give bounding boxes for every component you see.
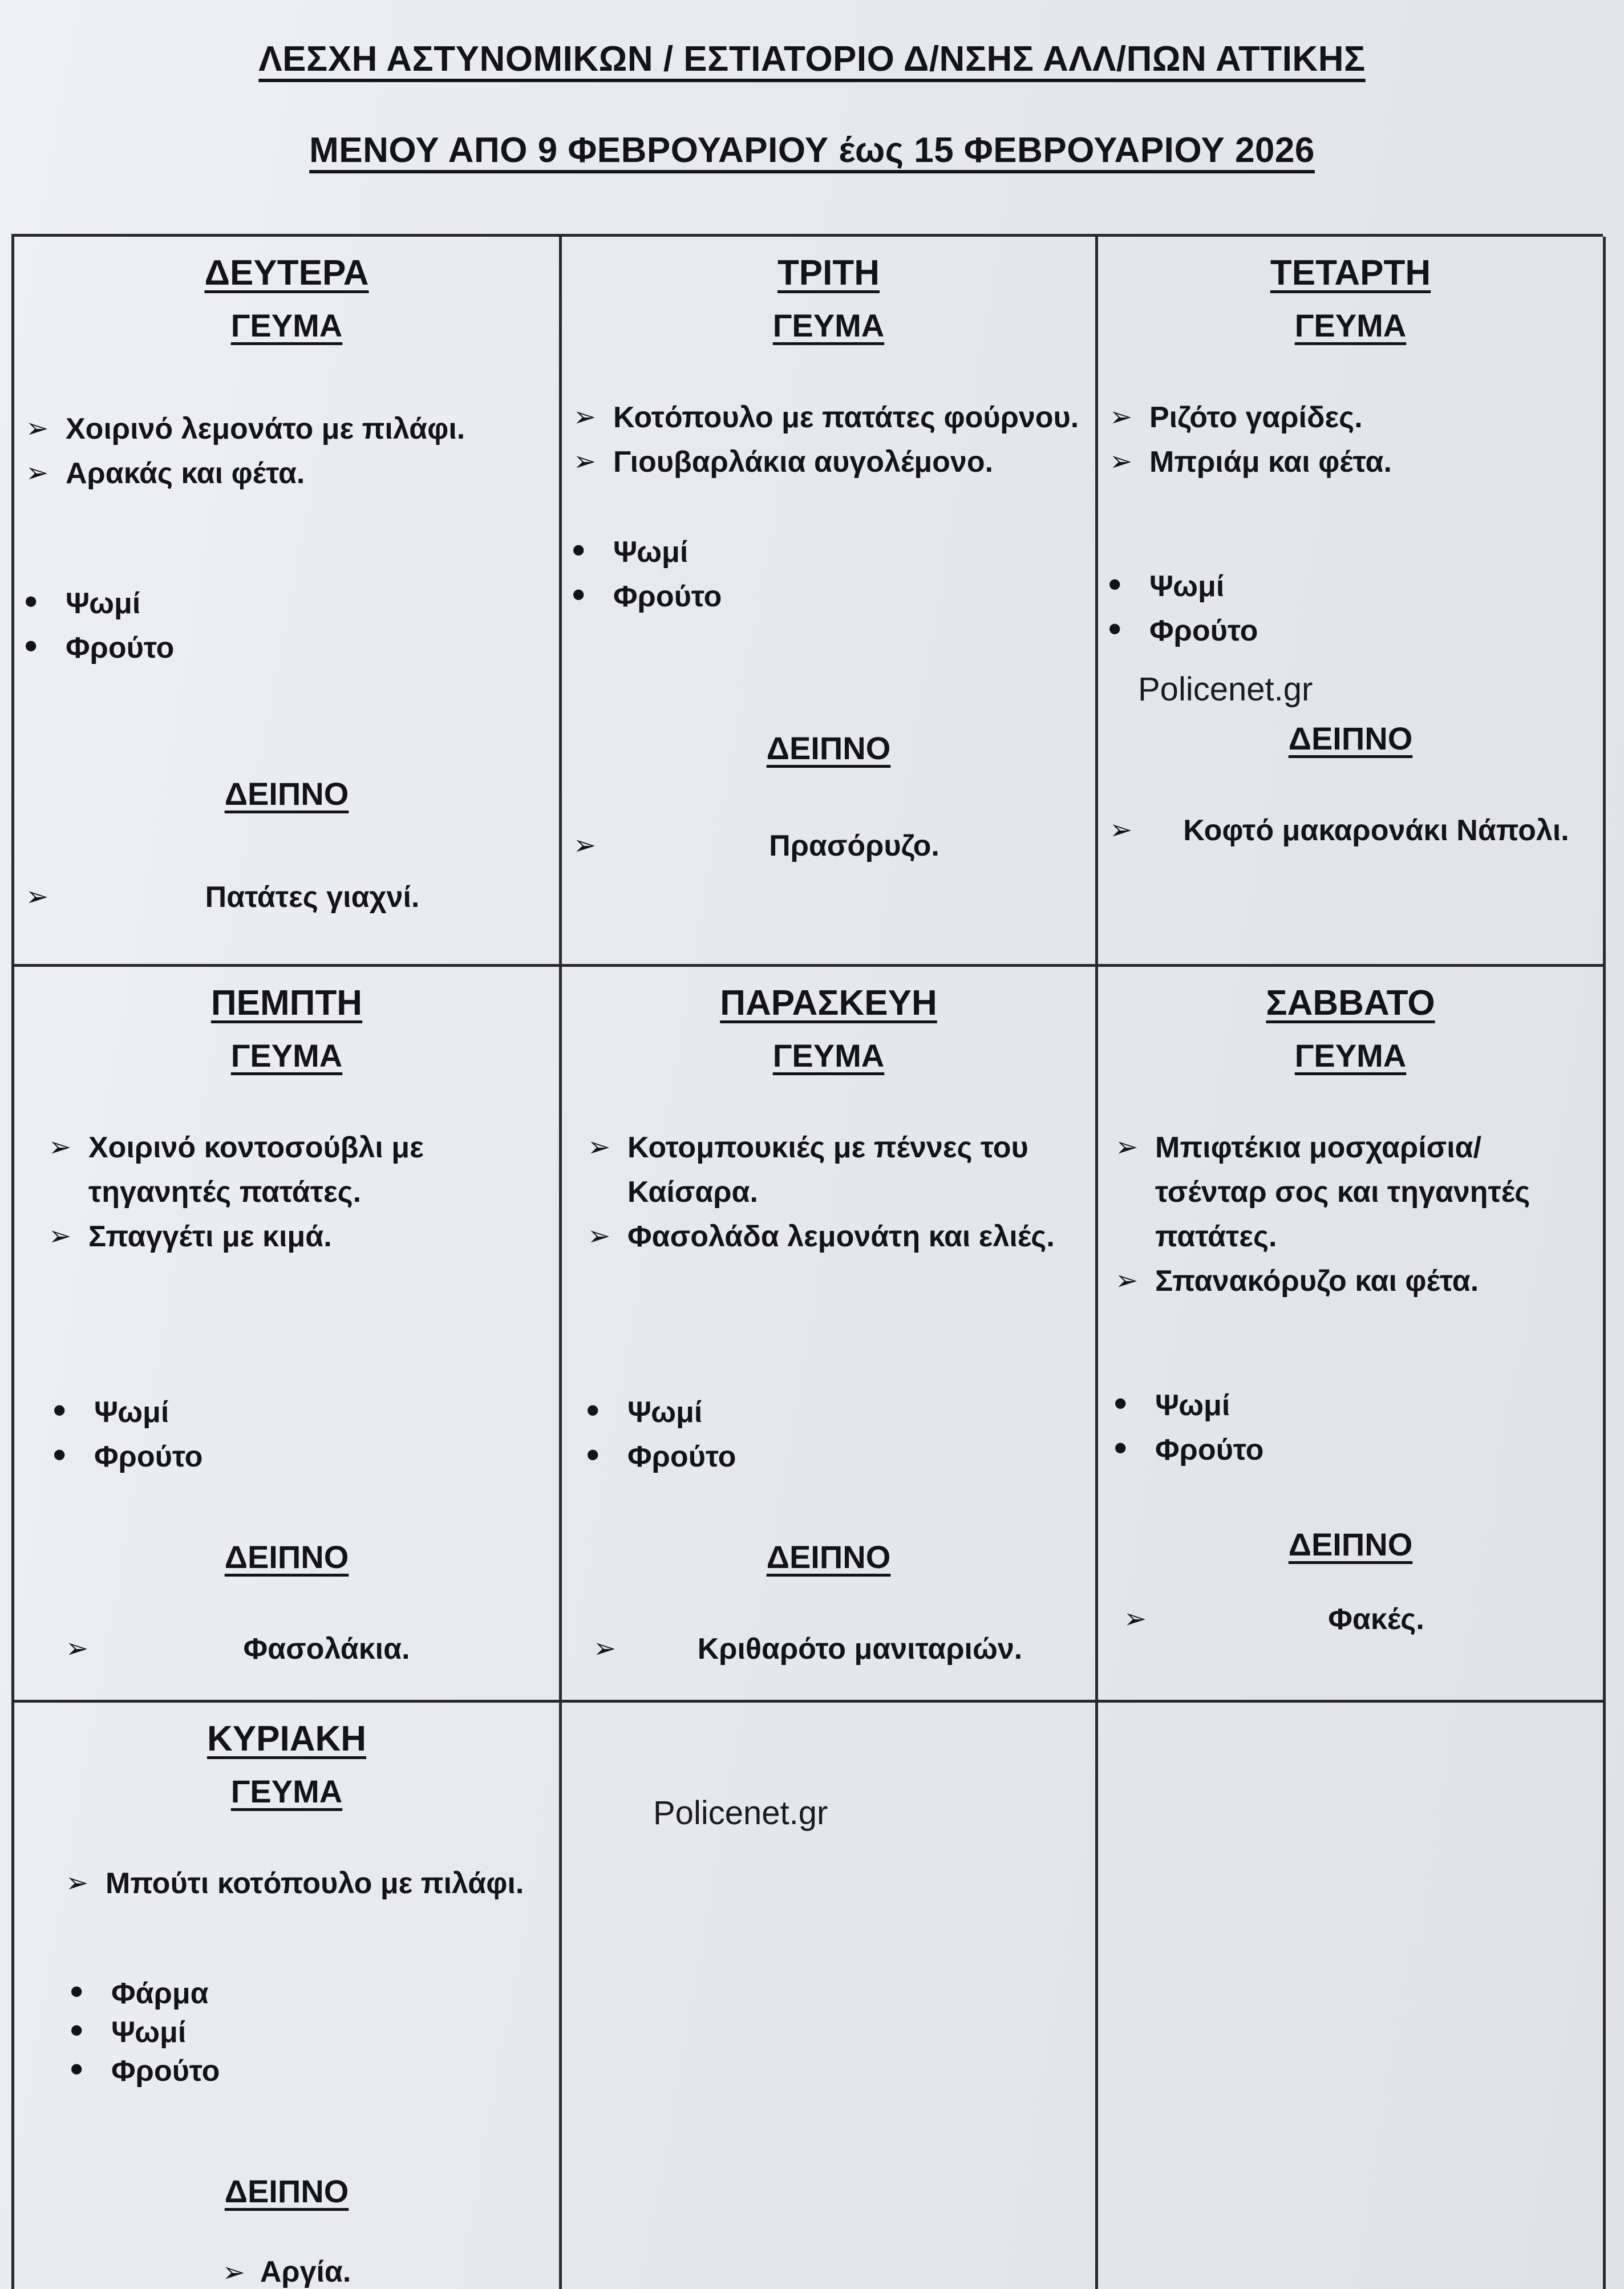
arrow-bullet-icon: ➢ bbox=[1109, 815, 1133, 845]
lunch-item: ➢ Γιουβαρλάκια αυγολέμονο. bbox=[613, 440, 1084, 484]
dinner-text bbox=[14, 2250, 559, 2289]
extras-list bbox=[14, 1390, 559, 1479]
lunch-item: ➢ Χοιρινό κοντοσούβλι με τηγανητές πατάτες. bbox=[88, 1125, 548, 1214]
lunch-list bbox=[562, 395, 1095, 484]
arrow-bullet-icon: ➢ bbox=[593, 1634, 617, 1664]
dinner-text: Κοφτό μακαρονάκι Νάπολι. bbox=[1183, 814, 1569, 847]
lunch-heading: ΓΕΥΜΑ bbox=[230, 1773, 343, 1809]
watermark-text: Policenet.gr bbox=[653, 1794, 828, 1832]
extras-list bbox=[1098, 1383, 1603, 1472]
lunch-list bbox=[14, 1861, 559, 1906]
arrow-bullet-icon: ➢ bbox=[1124, 1604, 1147, 1634]
lunch-heading: ΓΕΥΜΑ bbox=[772, 307, 885, 343]
dinner-item bbox=[1098, 808, 1603, 853]
dinner-heading: ΔΕΙΠΝΟ bbox=[224, 2173, 349, 2209]
lunch-item: ➢ Κοτόπουλο με πατάτες φούρνου. bbox=[613, 395, 1084, 440]
dinner-text: Κριθαρότο μανιταριών. bbox=[697, 1632, 1023, 1666]
lunch-list bbox=[14, 407, 559, 496]
lunch-list bbox=[1098, 1125, 1603, 1303]
lunch-item: ➢ Ριζότο γαρίδες. bbox=[1149, 395, 1591, 440]
extras-list bbox=[14, 581, 559, 670]
extras-list bbox=[562, 1390, 1095, 1479]
lunch-item: ➢ Μπριάμ και φέτα. bbox=[1149, 440, 1591, 484]
lunch-list bbox=[562, 1125, 1095, 1259]
lunch-heading: ΓΕΥΜΑ bbox=[1294, 1038, 1407, 1073]
lunch-heading: ΓΕΥΜΑ bbox=[230, 1038, 343, 1073]
day-heading-tuesday: ΤΡΙΤΗ bbox=[777, 253, 880, 293]
lunch-item: ➢ Σπαγγέτι με κιμά. bbox=[88, 1214, 548, 1259]
dinner-heading: ΔΕΙΠΝΟ bbox=[1288, 1526, 1413, 1562]
dinner-heading: ΔΕΙΠΝΟ bbox=[224, 776, 349, 812]
day-heading-thursday: ΠΕΜΠΤΗ bbox=[210, 983, 363, 1023]
extra-item: • Φρούτο bbox=[94, 1435, 548, 1479]
lunch-item: ➢ Μπούτι κοτόπουλο με πιλάφι. bbox=[106, 1861, 548, 1906]
extras-list bbox=[14, 1974, 559, 2091]
cell-sunday bbox=[14, 1703, 562, 2289]
lunch-heading: ΓΕΥΜΑ bbox=[230, 307, 343, 343]
cell-tuesday bbox=[562, 237, 1098, 967]
dinner-item bbox=[1098, 1597, 1603, 1642]
lunch-item: ➢ Χοιρινό λεμονάτο με πιλάφι. bbox=[66, 407, 548, 451]
dinner-heading: ΔΕΙΠΝΟ bbox=[1288, 720, 1413, 756]
extras-list bbox=[1098, 564, 1603, 653]
extra-item: • Ψωμί bbox=[111, 2013, 548, 2052]
day-heading-friday: ΠΑΡΑΣΚΕΥΗ bbox=[720, 983, 937, 1023]
dinner-text: Φασολάκια. bbox=[243, 1632, 410, 1666]
extra-item: • Ψωμί bbox=[66, 581, 548, 626]
extras-list bbox=[562, 530, 1095, 619]
dinner-item bbox=[562, 824, 1095, 868]
extra-item: • Φρούτο bbox=[613, 574, 1084, 619]
dinner-heading: ΔΕΙΠΝΟ bbox=[224, 1539, 349, 1575]
lunch-list bbox=[14, 1125, 559, 1259]
extra-item: • Φρούτο bbox=[1155, 1428, 1591, 1472]
extra-item: • Φρούτο bbox=[1149, 609, 1591, 653]
dinner-item bbox=[14, 1627, 559, 1671]
extra-item: • Φρούτο bbox=[66, 626, 548, 670]
dinner-text: Φακές. bbox=[1328, 1603, 1424, 1636]
lunch-heading: ΓΕΥΜΑ bbox=[772, 1038, 885, 1073]
cell-saturday bbox=[1098, 967, 1606, 1703]
lunch-list bbox=[1098, 395, 1603, 484]
lunch-item: ➢ Σπανακόρυζο και φέτα. bbox=[1155, 1259, 1591, 1303]
extra-item: • Ψωμί bbox=[613, 530, 1084, 574]
dinner-heading: ΔΕΙΠΝΟ bbox=[766, 730, 891, 766]
cell-empty-middle bbox=[562, 1703, 1098, 2289]
day-heading-saturday: ΣΑΒΒΑΤΟ bbox=[1266, 983, 1435, 1023]
extra-item: • Ψωμί bbox=[94, 1390, 548, 1435]
lunch-item: ➢ Φασολάδα λεμονάτη και ελιές. bbox=[627, 1214, 1084, 1259]
extra-item: • Φάρμα bbox=[111, 1974, 548, 2013]
dinner-heading: ΔΕΙΠΝΟ bbox=[766, 1539, 891, 1575]
cell-wednesday bbox=[1098, 237, 1606, 967]
dinner-item bbox=[562, 1627, 1095, 1671]
page-subtitle: ΜΕΝΟΥ ΑΠΟ 9 ΦΕΒΡΟΥΑΡΙΟΥ έως 15 ΦΕΒΡΟΥΑΡΙΟΥ 2026 bbox=[309, 131, 1315, 170]
arrow-bullet-icon: ➢ bbox=[26, 882, 49, 912]
dinner-label: Αργία. bbox=[260, 2255, 351, 2288]
cell-monday bbox=[14, 237, 562, 967]
lunch-item: ➢ Αρακάς και φέτα. bbox=[66, 451, 548, 496]
cell-friday bbox=[562, 967, 1098, 1703]
extra-item: • Ψωμί bbox=[627, 1390, 1084, 1435]
lunch-heading: ΓΕΥΜΑ bbox=[1294, 307, 1407, 343]
lunch-item: ➢ Μπιφτέκια μοσχαρίσια/τσένταρ σος και τηγανητές πατάτες. bbox=[1155, 1125, 1591, 1259]
extra-item: • Ψωμί bbox=[1155, 1383, 1591, 1428]
cell-empty-right bbox=[1098, 1703, 1606, 2289]
watermark-text: Policenet.gr bbox=[1138, 671, 1313, 708]
extra-item: • Φρούτο bbox=[111, 2052, 548, 2091]
cell-thursday bbox=[14, 967, 562, 1703]
dinner-text: Πρασόρυζο. bbox=[769, 829, 939, 862]
extra-item: • Φρούτο bbox=[627, 1435, 1084, 1479]
extra-item: • Ψωμί bbox=[1149, 564, 1591, 609]
weekly-menu-table bbox=[11, 234, 1603, 2289]
dinner-item bbox=[14, 875, 559, 919]
arrow-bullet-icon: ➢ bbox=[222, 2258, 245, 2288]
arrow-bullet-icon: ➢ bbox=[66, 1634, 89, 1664]
day-heading-monday: ΔΕΥΤΕΡΑ bbox=[204, 253, 369, 293]
day-heading-sunday: ΚΥΡΙΑΚΗ bbox=[206, 1719, 367, 1759]
day-heading-wednesday: ΤΕΤΑΡΤΗ bbox=[1270, 253, 1431, 293]
page-title: ΛΕΣΧΗ ΑΣΤΥΝΟΜΙΚΩΝ / ΕΣΤΙΑΤΟΡΙΟ Δ/ΝΣΗΣ ΑΛΛ/ΠΩΝ ΑΤΤΙΚΗΣ bbox=[258, 39, 1366, 79]
dinner-item bbox=[14, 2250, 559, 2289]
dinner-text: Πατάτες γιαχνί. bbox=[205, 881, 420, 914]
lunch-item: ➢ Κοτομπουκιές με πέννες του Καίσαρα. bbox=[627, 1125, 1084, 1214]
arrow-bullet-icon: ➢ bbox=[573, 830, 597, 861]
